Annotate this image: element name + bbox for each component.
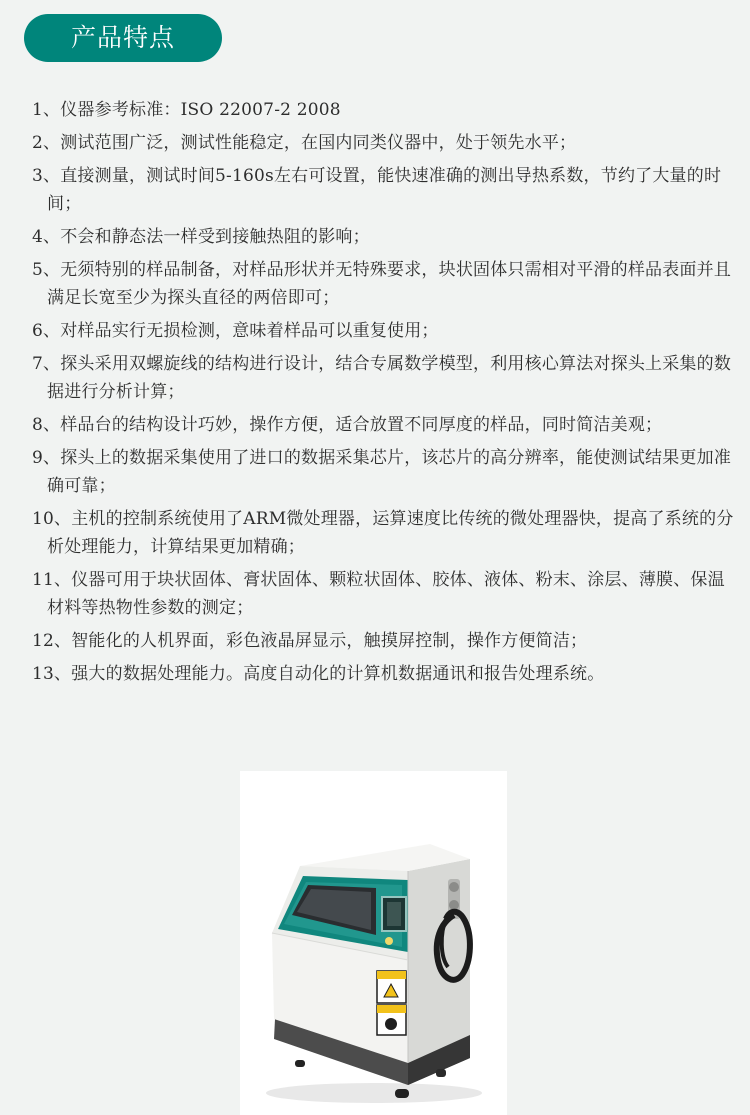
feature-item-8: 8、样品台的结构设计巧妙，操作方便，适合放置不同厚度的样品，同时简洁美观； (32, 415, 663, 435)
feature-item-1: 1、仪器参考标准：ISO 22007-2 2008 (32, 100, 341, 120)
feature-item-13: 13、强大的数据处理能力。高度自动化的计算机数据通讯和报告处理系统。 (32, 664, 605, 684)
feature-item-4: 4、不会和静态法一样受到接触热阻的影响； (32, 227, 370, 247)
section-title-badge: 产品特点 (24, 14, 222, 62)
feature-item-12: 12、智能化的人机界面，彩色液晶屏显示，触摸屏控制，操作方便简洁； (32, 631, 588, 651)
thermal-conductivity-analyzer-icon (240, 771, 507, 1115)
feature-item-11: 11、仪器可用于块状固体、膏状固体、颗粒状固体、胶体、液体、粉末、涂层、薄膜、保温材料等热物性参数的测定； (32, 570, 725, 618)
feature-item-7: 7、探头采用双螺旋线的结构进行设计，结合专属数学模型，利用核心算法对探头上采集的数据进行分析计算； (32, 354, 732, 402)
feature-item-5: 5、无须特别的样品制备，对样品形状并无特殊要求，块状固体只需相对平滑的样品表面并且满足长宽至少为探头直径的两倍即可； (32, 260, 732, 308)
feature-item-6: 6、对样品实行无损检测，意味着样品可以重复使用； (32, 321, 439, 341)
product-photo (240, 771, 507, 1115)
feature-item-10: 10、主机的控制系统使用了ARM微处理器，运算速度比传统的微处理器快，提高了系统的分析处理能力，计算结果更加精确； (32, 509, 734, 557)
feature-item-3: 3、直接测量，测试时间5-160s左右可设置，能快速准确的测出导热系数，节约了大量的时间； (32, 166, 722, 214)
feature-list (32, 96, 737, 693)
feature-item-2: 2、测试范围广泛，测试性能稳定，在国内同类仪器中，处于领先水平； (32, 133, 577, 153)
feature-item-9: 9、探头上的数据采集使用了进口的数据采集芯片，该芯片的高分辨率，能使测试结果更加准确可靠； (32, 448, 732, 496)
